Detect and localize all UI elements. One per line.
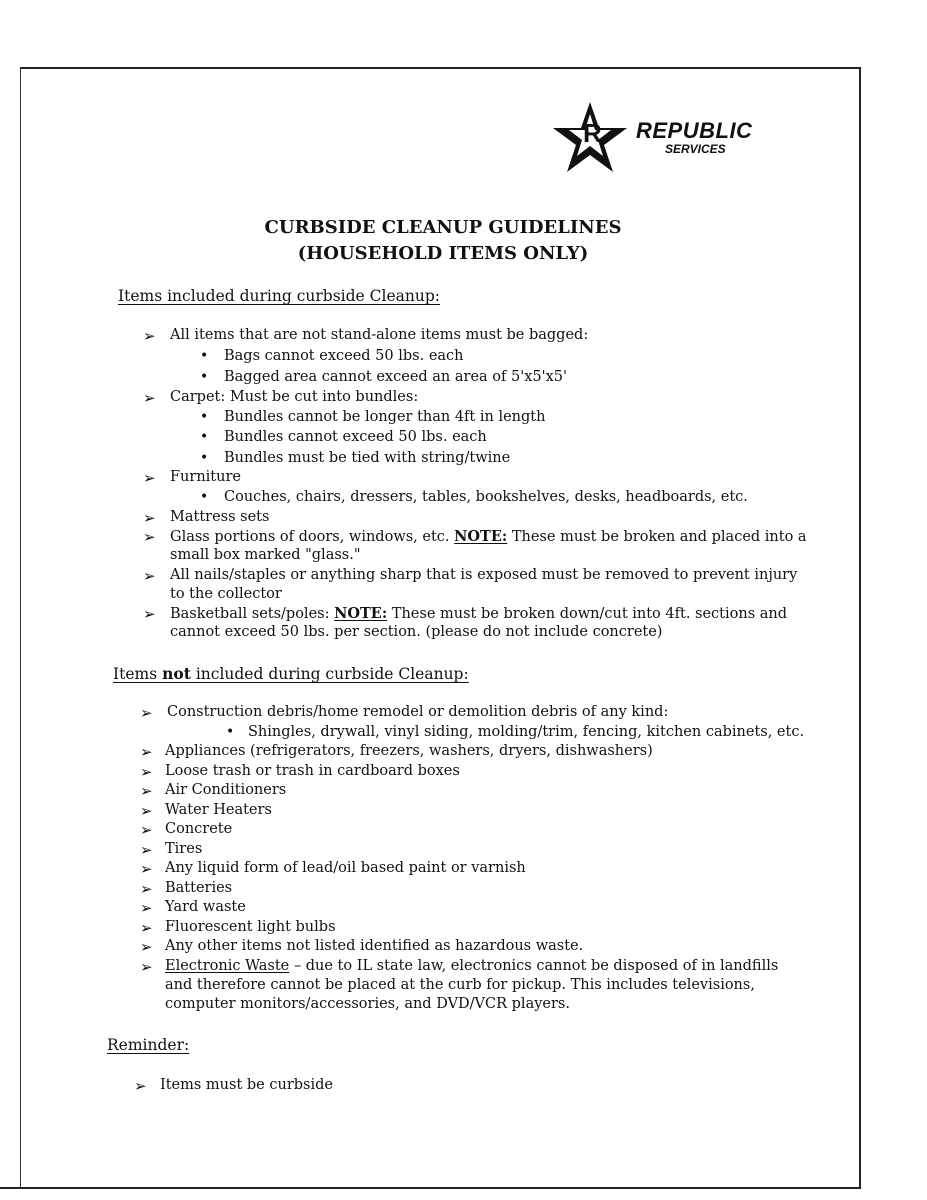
- arrow-bullet: ➢: [140, 841, 153, 859]
- list-item: Water Heaters: [165, 802, 272, 818]
- item-text: These must be broken down/cut into 4ft. sections and: [387, 606, 788, 622]
- list-item-continued: small box marked "glass.": [170, 547, 361, 563]
- list-item: Loose trash or trash in cardboard boxes: [165, 763, 460, 779]
- excluded-heading: [113, 664, 469, 683]
- dot-bullet: •: [200, 489, 209, 505]
- arrow-bullet: ➢: [140, 860, 153, 878]
- arrow-bullet: ➢: [140, 802, 153, 820]
- arrow-bullet: ➢: [140, 938, 153, 956]
- item-text: These must be broken and placed into a: [507, 529, 807, 545]
- sub-item: Bagged area cannot exceed an area of 5'x5'x5': [224, 369, 567, 385]
- list-item: All items that are not stand-alone items must be bagged:: [170, 327, 589, 343]
- list-item: Items must be curbside: [160, 1077, 333, 1093]
- list-item: Fluorescent light bulbs: [165, 919, 336, 935]
- list-item-continued: and therefore cannot be placed at the curb for pickup. This includes televisions,: [165, 977, 755, 993]
- list-item: Mattress sets: [170, 509, 270, 525]
- heading-text: included during curbside Cleanup:: [190, 665, 469, 683]
- list-item: Any other items not listed identified as hazardous waste.: [165, 938, 584, 954]
- arrow-bullet: ➢: [143, 509, 156, 527]
- sub-item: Bundles cannot be longer than 4ft in length: [224, 409, 546, 425]
- note-label: NOTE:: [454, 528, 508, 545]
- dot-bullet: •: [200, 409, 209, 425]
- reminder-heading: Reminder:: [107, 1036, 190, 1054]
- list-item: Concrete: [165, 821, 233, 837]
- list-item: Batteries: [165, 880, 233, 896]
- dot-bullet: •: [226, 724, 235, 740]
- arrow-bullet: ➢: [140, 919, 153, 937]
- star-icon: [550, 100, 630, 175]
- dot-bullet: •: [200, 348, 209, 364]
- list-item: [170, 528, 807, 545]
- list-item: Tires: [165, 841, 203, 857]
- list-item: Carpet: Must be cut into bundles:: [170, 389, 419, 405]
- included-heading: Items included during curbside Cleanup:: [118, 287, 440, 305]
- sub-item: Couches, chairs, dressers, tables, bookshelves, desks, headboards, etc.: [224, 489, 748, 505]
- dot-bullet: •: [200, 369, 209, 385]
- page-title: CURBSIDE CLEANUP GUIDELINES: [264, 217, 622, 238]
- heading-emphasis: not: [162, 664, 191, 683]
- ewaste-label: Electronic Waste: [165, 958, 290, 974]
- arrow-bullet: ➢: [140, 763, 153, 781]
- item-text: Glass portions of doors, windows, etc.: [170, 529, 455, 545]
- page-subtitle: (HOUSEHOLD ITEMS ONLY): [297, 243, 589, 264]
- arrow-bullet: ➢: [140, 704, 153, 722]
- list-item: Any liquid form of lead/oil based paint or varnish: [165, 860, 526, 876]
- list-item: All nails/staples or anything sharp that is exposed must be removed to prevent injury: [170, 567, 798, 583]
- arrow-bullet: ➢: [143, 389, 156, 407]
- republic-services-logo: [550, 100, 780, 175]
- arrow-bullet: ➢: [140, 782, 153, 800]
- arrow-bullet: ➢: [140, 958, 153, 976]
- sub-item: Bundles cannot exceed 50 lbs. each: [224, 429, 487, 445]
- logo-sub: SERVICES: [665, 142, 726, 156]
- list-item: Furniture: [170, 469, 241, 485]
- sub-item: Shingles, drywall, vinyl siding, molding/trim, fencing, kitchen cabinets, etc.: [248, 724, 805, 740]
- note-label: NOTE:: [334, 605, 388, 622]
- dot-bullet: •: [200, 450, 209, 466]
- list-item: Appliances (refrigerators, freezers, washers, dryers, dishwashers): [165, 743, 653, 759]
- arrow-bullet: ➢: [143, 605, 156, 623]
- arrow-bullet: ➢: [143, 528, 156, 546]
- list-item: [170, 605, 787, 622]
- item-text: – due to IL state law, electronics cannot be disposed of in landfills: [289, 958, 779, 974]
- arrow-bullet: ➢: [140, 821, 153, 839]
- heading-text: Items: [113, 665, 163, 683]
- list-item-continued: computer monitors/accessories, and DVD/VCR players.: [165, 996, 570, 1012]
- sub-item: Bags cannot exceed 50 lbs. each: [224, 348, 464, 364]
- arrow-bullet: ➢: [140, 743, 153, 761]
- list-item-continued: cannot exceed 50 lbs. per section. (please do not include concrete): [170, 624, 663, 640]
- sub-item: Bundles must be tied with string/twine: [224, 450, 511, 466]
- list-item: [165, 958, 778, 974]
- bottom-rule: [0, 1187, 860, 1189]
- arrow-bullet: ➢: [134, 1077, 147, 1095]
- svg-text:R: R: [583, 118, 602, 148]
- arrow-bullet: ➢: [143, 469, 156, 487]
- arrow-bullet: ➢: [140, 880, 153, 898]
- logo-brand: REPUBLIC: [636, 118, 753, 143]
- list-item-continued: to the collector: [170, 586, 282, 602]
- arrow-bullet: ➢: [143, 567, 156, 585]
- list-item: Yard waste: [165, 899, 246, 915]
- dot-bullet: •: [200, 429, 209, 445]
- item-text: Basketball sets/poles:: [170, 606, 335, 622]
- arrow-bullet: ➢: [140, 899, 153, 917]
- list-item: Construction debris/home remodel or demolition debris of any kind:: [167, 704, 669, 720]
- arrow-bullet: ➢: [143, 327, 156, 345]
- list-item: Air Conditioners: [165, 782, 287, 798]
